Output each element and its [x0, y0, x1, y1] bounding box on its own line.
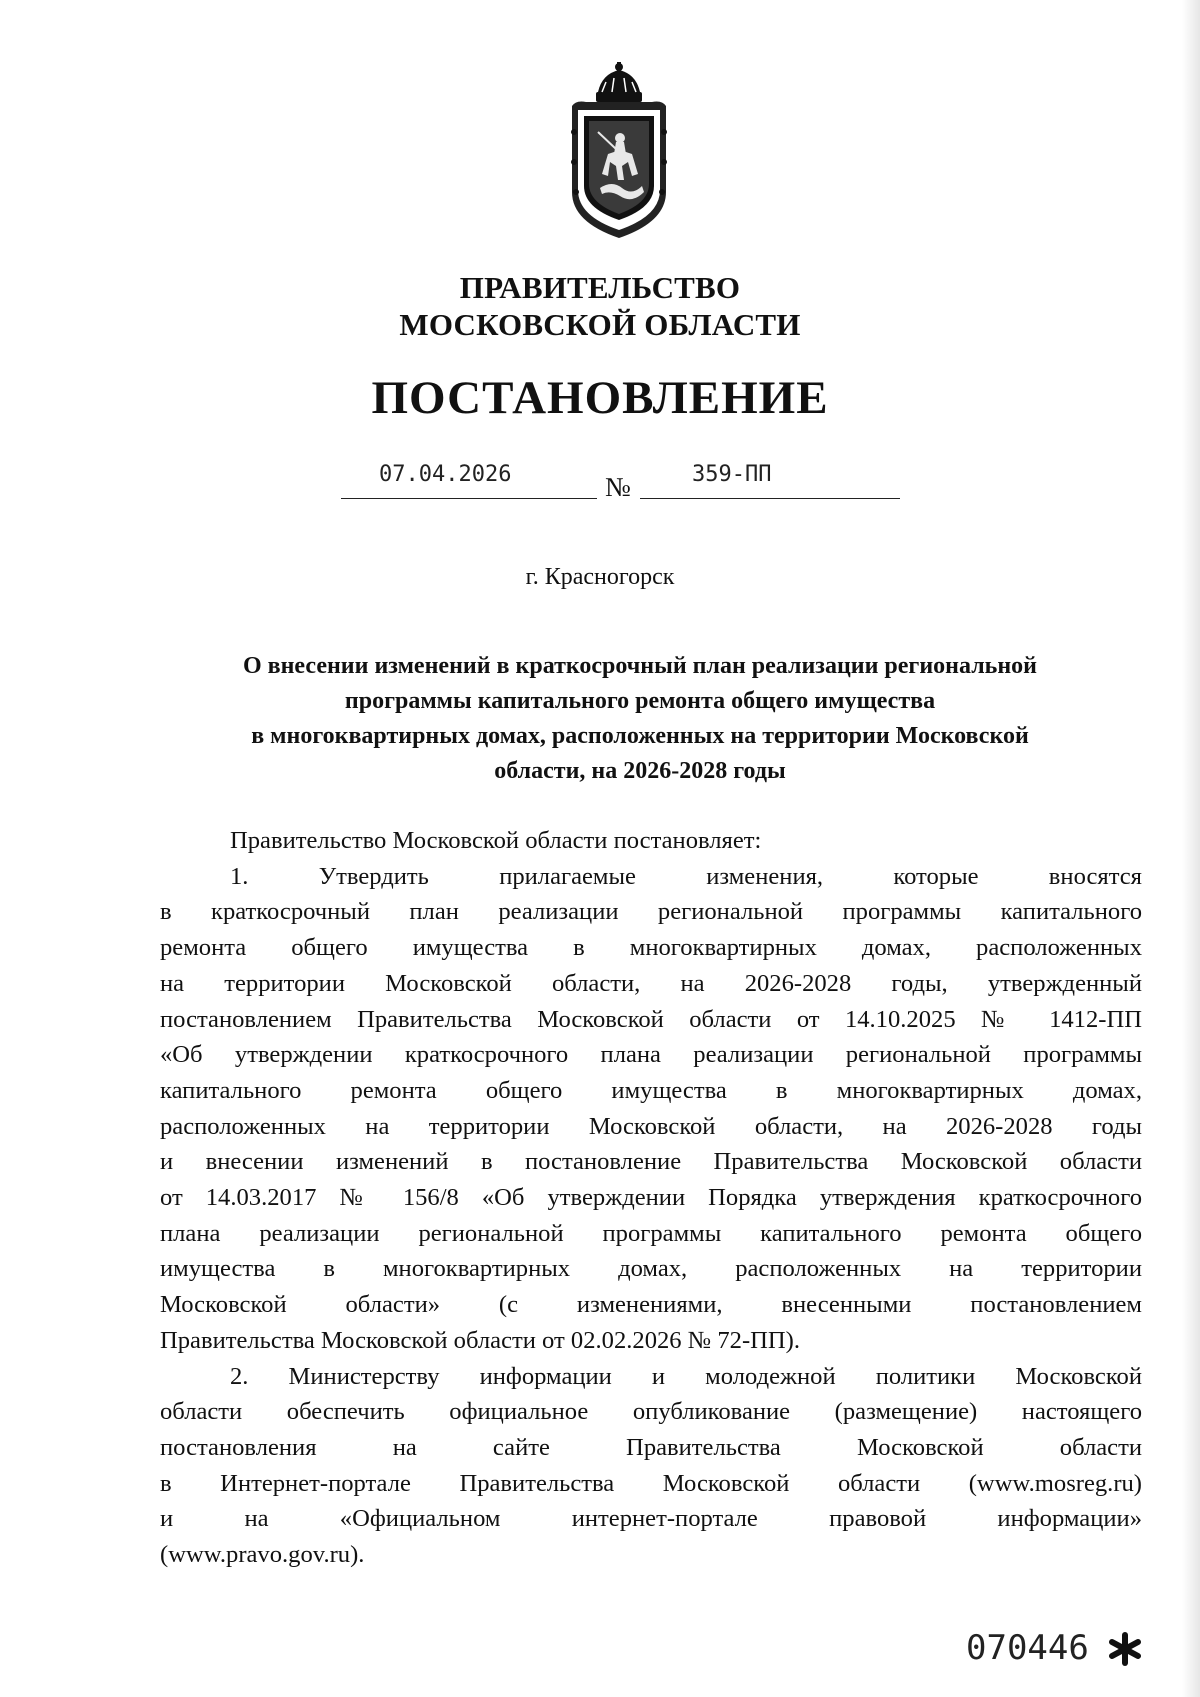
body-line: в Интернет-портале Правительства Московской области (www.mosreg.ru) [160, 1469, 1142, 1497]
body-line: плана реализации региональной программы капитального ремонта общего [160, 1219, 1142, 1247]
body-line: Московской области» (с изменениями, внесенными постановлением [160, 1291, 1142, 1319]
city: г. Красногорск [525, 564, 675, 590]
serial-number: 070446 [966, 1628, 1089, 1668]
body-line: и внесении изменений в постановление Правительства Московской области [160, 1148, 1142, 1176]
body-line: имущества в многоквартирных домах, расположенных на территории [160, 1255, 1142, 1283]
body-line: области обеспечить официальное опубликование (размещение) настоящего [160, 1398, 1142, 1426]
title-line: О внесении изменений в краткосрочный план реализации региональной [242, 653, 1038, 679]
document-title [160, 649, 1120, 789]
body-line: «Об утверждении краткосрочного плана реализации региональной программы [160, 1041, 1142, 1069]
body-line: постановлением Правительства Московской области от 14.10.2025 № 1412-ПП [160, 1005, 1142, 1033]
body-line: капитального ремонта общего имущества в многоквартирных домах, [160, 1076, 1142, 1104]
preamble: Правительство Московской области постановляет: [230, 827, 762, 854]
title-line: программы капитального ремонта общего имущества [344, 688, 936, 714]
body-line: и на «Официальном интернет-портале правовой информации» [160, 1505, 1142, 1533]
coat-of-arms-icon [562, 62, 676, 240]
number-field [640, 462, 900, 499]
body-line: от 14.03.2017 № 156/8 «Об утверждении Порядка утверждения краткосрочного [160, 1184, 1142, 1212]
title-line: области, на 2026-2028 годы [494, 758, 786, 784]
title-line: в многоквартирных домах, расположенных на территории Московской [251, 723, 1029, 749]
document-number: 359-ПП [692, 462, 772, 487]
org-name-line2: МОСКОВСКОЙ ОБЛАСТИ [399, 307, 801, 342]
date-field [341, 462, 597, 499]
body-line: (www.pravo.gov.ru). [160, 1541, 365, 1569]
body-line: расположенных на территории Московской области, на 2026-2028 годы [160, 1112, 1142, 1140]
body-line: Правительства Московской области от 02.02.2026 № 72-ПП). [160, 1326, 800, 1354]
document-date: 07.04.2026 [379, 462, 512, 487]
body-line: ремонта общего имущества в многоквартирных домах, расположенных [160, 934, 1142, 962]
number-sign: № [605, 472, 631, 502]
body-line: 1. Утвердить прилагаемые изменения, которые вносятся [230, 862, 1142, 890]
document-body [160, 823, 1142, 1573]
scan-edge-shadow [1182, 0, 1200, 1697]
asterisk-icon [1108, 1632, 1142, 1666]
body-line: постановления на сайте Правительства Московской области [160, 1433, 1142, 1461]
body-line: 2. Министерству информации и молодежной политики Московской [230, 1362, 1142, 1390]
document-type: ПОСТАНОВЛЕНИЕ [371, 372, 829, 424]
body-line: на территории Московской области, на 2026-2028 годы, утвержденный [160, 969, 1142, 997]
body-line: в краткосрочный план реализации региональной программы капитального [160, 898, 1142, 926]
org-name-line1: ПРАВИТЕЛЬСТВО [459, 270, 741, 305]
